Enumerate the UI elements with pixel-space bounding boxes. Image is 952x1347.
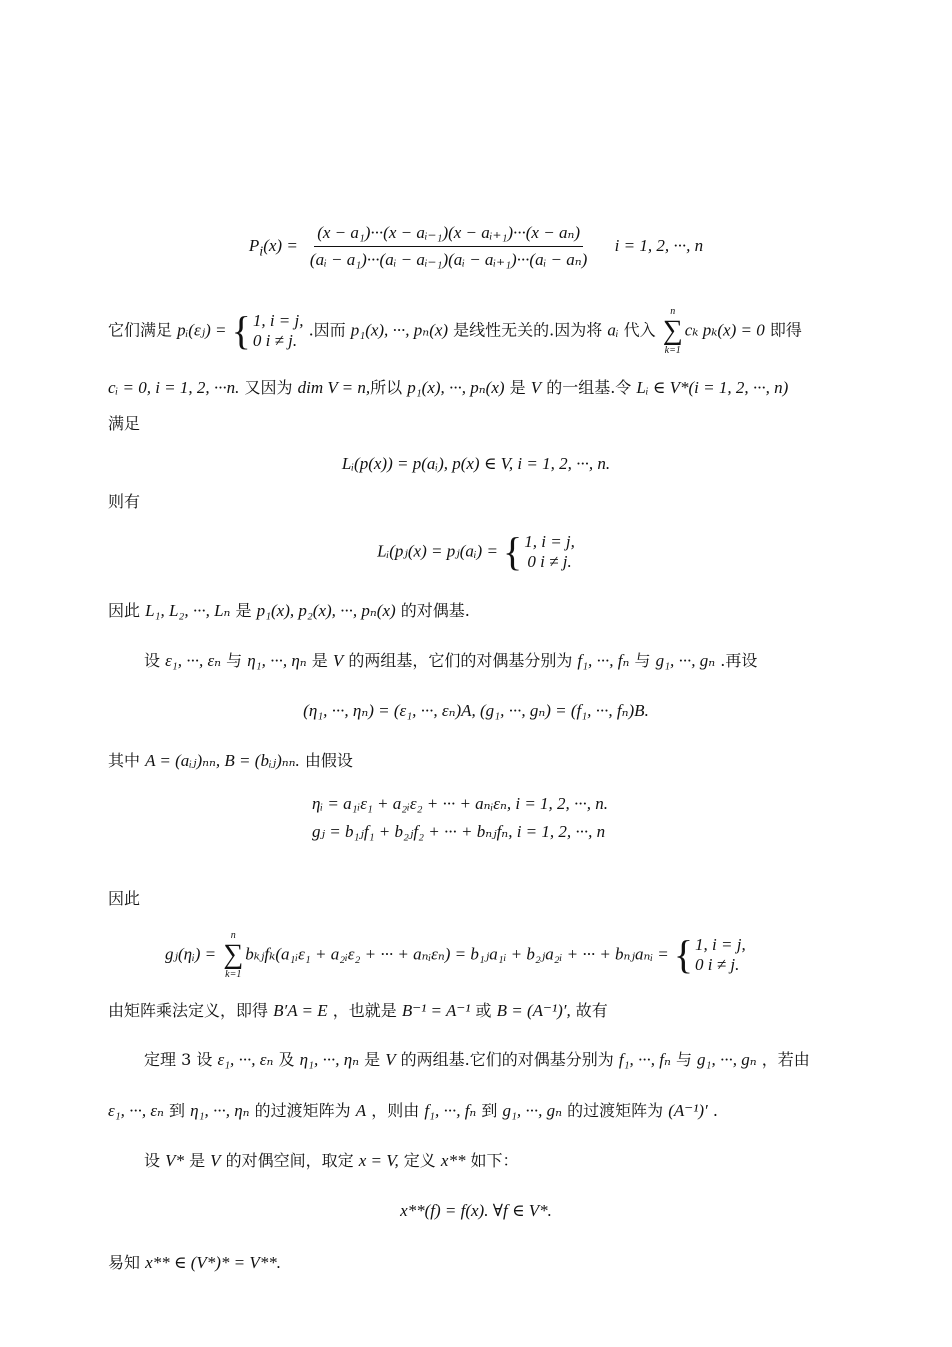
text: .: [707, 1101, 718, 1120]
math: ε₁, ···, εₙ: [165, 651, 222, 670]
math: x = V,: [358, 1151, 399, 1170]
math: f₁, ···, fₙ: [577, 651, 630, 670]
text: 设: [144, 1151, 166, 1170]
text: 因此: [108, 601, 146, 620]
math: p₁(x), ···, pₙ(x): [350, 320, 449, 340]
equation-lagrange-basis: [0, 222, 952, 271]
math: V*: [165, 1151, 184, 1170]
equation-L-def: Lᵢ(p(x)) = p(aᵢ), p(x) ∈ V, i = 1, 2, ···, n.: [341, 454, 611, 473]
equation-system: [312, 790, 608, 846]
text: 的过渡矩阵为: [249, 1101, 356, 1120]
eq-range: i = 1, 2, ···, n: [614, 236, 704, 255]
math: Lᵢ(pⱼ(x) = pⱼ(aᵢ) =: [377, 541, 498, 561]
text: 是: [306, 651, 333, 670]
text: 到: [163, 1101, 191, 1120]
text: 或: [470, 1001, 497, 1020]
text: 是线性无关的.因为将: [448, 320, 608, 340]
math: η₁, ···, ηₙ: [247, 651, 307, 670]
summation: n ∑ k=1: [662, 306, 683, 356]
theorem-3-line-2: [108, 1100, 718, 1122]
math: A = (aᵢⱼ)ₙₙ, B = (bᵢⱼ)ₙₙ.: [145, 751, 300, 770]
math: bₖⱼfₖ(a₁ᵢε₁ + a₂ᵢε₂ + ··· + aₙᵢεₙ) = b₁ⱼa₁ᵢ + b₂ⱼa₂ᵢ + ··· + bₙⱼaₙᵢ =: [245, 944, 669, 964]
text-therefore: 因此: [108, 889, 141, 908]
text: ，也就是: [327, 1001, 402, 1020]
cases: { 1, i = j, 0 i ≠ j.: [503, 529, 575, 574]
text: 故有: [570, 1001, 608, 1020]
math: x** ∈ (V*)* = V**.: [145, 1253, 282, 1272]
equation-double-dual: x**(f) = f(x). ∀f ∈ V*.: [400, 1201, 552, 1220]
paragraph-line-11: [108, 1252, 281, 1274]
text: 到: [476, 1101, 503, 1120]
eq-lhs: $P_i(x)$ =: [248, 236, 298, 260]
text: 与: [221, 651, 248, 670]
math: η₁, ···, ηₙ: [299, 1050, 360, 1069]
math: p₁(x), p₂(x), ···, pₙ(x): [256, 601, 396, 620]
equation-L-p: [0, 529, 952, 574]
equation-basis-change: (η₁, ···, ηₙ) = (ε₁, ···, εₙ)A, (g₁, ···, gₙ) = (f₁, ···, fₙ)B.: [303, 701, 649, 720]
math: aᵢ: [607, 320, 619, 340]
numerator: (x − a₁)···(x − aᵢ₋₁)(x − aᵢ₊₁)···(x − aₙ): [314, 222, 583, 247]
math: B = (A⁻¹)′,: [496, 1001, 571, 1020]
math: dim V = n,: [297, 378, 371, 397]
cases: { 1, i = j, 0 i ≠ j.: [231, 308, 304, 353]
math: pᵢ(εⱼ) =: [177, 320, 227, 340]
math: B′A = E: [273, 1001, 328, 1020]
text: 与: [670, 1050, 698, 1069]
text: 的过渡矩阵为: [562, 1101, 669, 1120]
math: g₁, ···, gₙ: [697, 1050, 757, 1069]
text: ，若由: [756, 1050, 810, 1069]
paragraph-line-6: [144, 650, 757, 672]
theorem-3-line-1: [144, 1049, 810, 1071]
math: V: [385, 1050, 396, 1069]
math: cₖ pₖ(x) = 0: [684, 320, 765, 340]
text: 设: [144, 651, 166, 670]
math: gⱼ(ηᵢ) =: [165, 944, 217, 964]
text: 是: [183, 1151, 211, 1170]
text: 其中: [108, 751, 146, 770]
text-then: 则有: [108, 492, 141, 511]
text: 又因为: [244, 378, 298, 397]
text: 它们满足: [108, 320, 178, 340]
text: 的对偶空间，取定: [220, 1151, 359, 1170]
math: V: [210, 1151, 221, 1170]
text: 的对偶基.: [395, 601, 470, 620]
text: 定义: [398, 1151, 441, 1170]
math: cᵢ = 0, i = 1, 2, ···n.: [108, 378, 240, 397]
math: ε₁, ···, εₙ: [217, 1050, 274, 1069]
equation-g: gⱼ = b₁ⱼf₁ + b₂ⱼf₂ + ··· + bₙⱼfₙ, i = 1, 2, ···, n: [312, 822, 606, 841]
text: 的一组基.令: [541, 378, 637, 397]
equation-dual-sum: [165, 930, 746, 980]
text: .因而: [308, 320, 351, 340]
paragraph-line-2: [108, 377, 788, 399]
paragraph-line-10: [144, 1150, 519, 1172]
text: 与: [629, 651, 656, 670]
text: 是: [359, 1050, 386, 1069]
equation-eta: ηᵢ = a₁ᵢε₁ + a₂ᵢε₂ + ··· + aₙᵢεₙ, i = 1, 2, ···, n.: [312, 794, 609, 813]
math: Lᵢ ∈ V*(i = 1, 2, ···, n): [636, 378, 789, 397]
cases: { 1, i = j, 0 i ≠ j.: [673, 932, 746, 977]
math: g₁, ···, gₙ: [502, 1101, 563, 1120]
paragraph-line-5: [108, 600, 470, 622]
text-satisfy: 满足: [108, 414, 141, 433]
text: 由假设: [299, 751, 353, 770]
text: 即得: [764, 320, 802, 340]
text: .再设: [715, 651, 758, 670]
text: 的两组基，它们的对偶基分别为: [343, 651, 578, 670]
paragraph-line-7: [108, 750, 353, 772]
math: η₁, ···, ηₙ: [190, 1101, 250, 1120]
math: V: [530, 378, 542, 397]
text: ，则由: [366, 1101, 425, 1120]
math: p₁(x), ···, pₙ(x): [407, 378, 505, 397]
text: 及: [273, 1050, 300, 1069]
paragraph-line-9: [108, 1000, 608, 1022]
paragraph-line-1: [108, 306, 802, 356]
math: f₁, ···, fₙ: [424, 1101, 477, 1120]
math: g₁, ···, gₙ: [655, 651, 716, 670]
math: f₁, ···, fₙ: [618, 1050, 671, 1069]
text: 所以: [370, 378, 408, 397]
text: 代入: [618, 320, 656, 340]
math: A: [355, 1101, 367, 1120]
text: 由矩阵乘法定义，即得: [108, 1001, 274, 1020]
text: 易知: [108, 1253, 146, 1272]
text: 如下：: [465, 1151, 519, 1170]
fraction: [307, 222, 590, 271]
text: 是: [504, 378, 531, 397]
text: 是: [230, 601, 257, 620]
math: ε₁, ···, εₙ: [108, 1101, 164, 1120]
denominator: (aᵢ − a₁)···(aᵢ − aᵢ₋₁)(aᵢ − aᵢ₊₁)···(aᵢ − aₙ): [309, 250, 588, 269]
text: 的两组基.它们的对偶基分别为: [395, 1050, 619, 1069]
math: x**: [440, 1151, 466, 1170]
math: (A⁻¹)′: [668, 1101, 708, 1120]
math: V: [332, 651, 344, 670]
math: L₁, L₂, ···, Lₙ: [145, 601, 231, 620]
math: B⁻¹ = A⁻¹: [401, 1001, 471, 1020]
text: 定理 3 设: [144, 1050, 218, 1069]
summation: n ∑ k=1: [223, 930, 244, 980]
